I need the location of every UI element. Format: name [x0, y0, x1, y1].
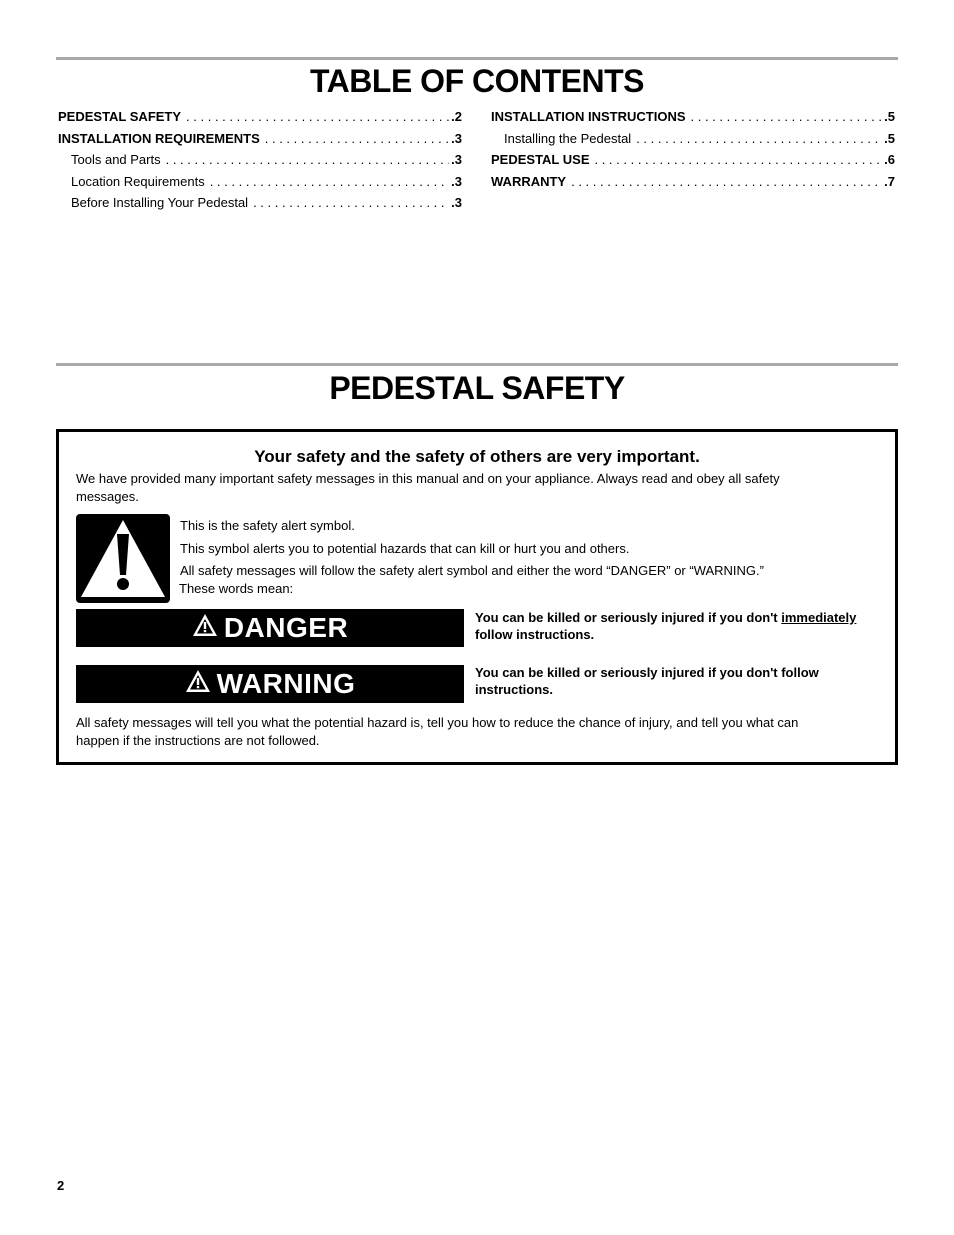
- toc-entry-page: .3: [451, 152, 462, 168]
- toc-entry-page: .6: [884, 152, 895, 168]
- toc-entry[interactable]: [58, 174, 462, 196]
- toc-top-rule: [56, 57, 898, 60]
- toc-entry[interactable]: [58, 152, 462, 174]
- toc-entry-label: Installing the Pedestal: [504, 130, 632, 146]
- symbol-line-4: These words mean:: [179, 581, 294, 596]
- toc-dot-leader: [253, 195, 449, 210]
- danger-description: [475, 609, 887, 643]
- danger-text-a: You can be killed or seriously injured if you don't: [475, 610, 782, 625]
- danger-signal-banner: [76, 609, 464, 647]
- toc-entry[interactable]: [58, 131, 462, 153]
- danger-label: DANGER: [223, 612, 349, 643]
- toc-dot-leader: [691, 109, 883, 124]
- toc-entry-page: .3: [451, 195, 462, 211]
- warning-description: [475, 664, 887, 698]
- toc-entry-page: .5: [884, 109, 895, 124]
- toc-entry-label: WARRANTY: [491, 173, 567, 189]
- toc-left-column: [58, 109, 462, 217]
- toc-dot-leader: [265, 131, 449, 146]
- toc-title: TABLE OF CONTENTS: [310, 63, 644, 99]
- toc-entry-label: PEDESTAL USE: [491, 152, 590, 168]
- toc-entry-page: .3: [451, 130, 462, 146]
- warning-text-a: You can be killed or seriously injured if you don't follow: [475, 665, 819, 680]
- toc-right-column: [491, 109, 895, 195]
- toc-entry[interactable]: [491, 131, 895, 153]
- warning-text-b: instructions.: [475, 682, 554, 697]
- toc-entry-label: Location Requirements: [71, 173, 205, 189]
- warning-triangle-icon: [192, 612, 224, 644]
- safety-title: PEDESTAL SAFETY: [329, 370, 625, 406]
- toc-dot-leader: [186, 109, 449, 124]
- toc-entry-label: PEDESTAL SAFETY: [58, 109, 182, 124]
- symbol-line-3: All safety messages will follow the safety alert symbol and either the word “DANGER” or “WARNING.”: [180, 563, 764, 578]
- page-number: 2: [57, 1178, 65, 1193]
- safety-alert-icon: [76, 514, 170, 603]
- safety-box-heading: Your safety and the safety of others are very important.: [254, 447, 700, 466]
- toc-dot-leader: [571, 174, 882, 189]
- toc-dot-leader: [210, 174, 449, 189]
- safety-top-rule: [56, 363, 898, 366]
- warning-signal-banner: [76, 665, 464, 703]
- safety-box: [56, 429, 898, 765]
- toc-entry-label: INSTALLATION INSTRUCTIONS: [491, 109, 686, 124]
- footer-line-1: All safety messages will tell you what the potential hazard is, tell you how to reduce the chance of injury, and tell you what can: [76, 715, 799, 730]
- warning-label: WARNING: [216, 668, 356, 699]
- toc-entry[interactable]: [58, 195, 462, 217]
- toc-dot-leader: [636, 131, 882, 146]
- danger-text-b: follow instructions.: [475, 627, 595, 642]
- toc-entry[interactable]: [58, 109, 462, 131]
- toc-entry-label: Before Installing Your Pedestal: [71, 195, 249, 211]
- danger-text-emph: immediately: [781, 610, 857, 625]
- toc-entry-label: Tools and Parts: [71, 152, 161, 168]
- footer-line-2: happen if the instructions are not followed.: [76, 733, 320, 748]
- intro-line-1: We have provided many important safety messages in this manual and on your appliance. Always read and obey all safety: [76, 471, 780, 486]
- toc-entry[interactable]: [491, 152, 895, 174]
- symbol-line-1: This is the safety alert symbol.: [180, 518, 355, 533]
- toc-entry-page: .7: [884, 173, 895, 189]
- toc-entry-label: INSTALLATION REQUIREMENTS: [58, 130, 260, 146]
- intro-line-2: messages.: [76, 489, 139, 504]
- toc-entry-page: .2: [451, 109, 462, 124]
- toc-dot-leader: [594, 152, 882, 167]
- toc-entry-page: .5: [884, 130, 895, 146]
- toc-dot-leader: [166, 152, 450, 167]
- toc-entry-page: .3: [451, 173, 462, 189]
- toc-entry[interactable]: [491, 109, 895, 131]
- warning-triangle-icon: [185, 668, 217, 700]
- toc-entry[interactable]: [491, 174, 895, 196]
- symbol-line-2: This symbol alerts you to potential hazards that can kill or hurt you and others.: [180, 541, 630, 556]
